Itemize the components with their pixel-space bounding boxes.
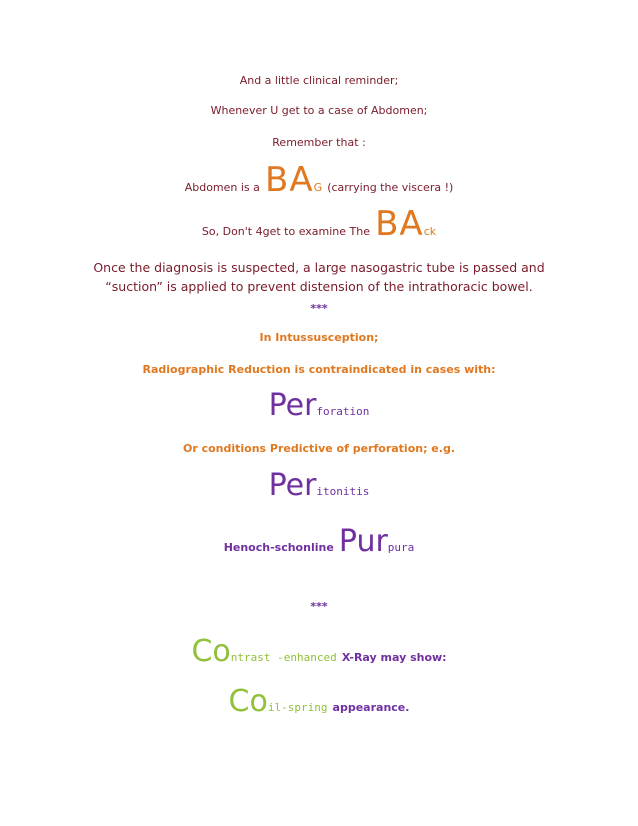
separator-1: *** bbox=[310, 302, 328, 315]
hsp-prefix: Henoch-schonline bbox=[223, 541, 334, 554]
back-mnemonic-line bbox=[0, 204, 638, 244]
reminder-intro: And a little clinical reminder; bbox=[239, 74, 399, 87]
bag-mnemonic-line bbox=[0, 160, 638, 200]
peritonitis-big: Per bbox=[268, 468, 317, 503]
contrast-big: Co bbox=[191, 634, 231, 669]
bag-prefix: Abdomen is a bbox=[184, 181, 260, 194]
back-prefix: So, Don't 4get to examine The bbox=[201, 225, 370, 238]
peritonitis-small: itonitis bbox=[316, 485, 370, 498]
radiographic-reduction-line: Radiographic Reduction is contraindicated in cases with: bbox=[142, 363, 496, 376]
back-small-letters: ck bbox=[423, 225, 437, 238]
abdomen-case-line: Whenever U get to a case of Abdomen; bbox=[210, 104, 428, 117]
back-big-letters: BA bbox=[375, 204, 424, 244]
remember-line: Remember that : bbox=[272, 136, 366, 149]
ng-tube-paragraph-line-2: “suction” is applied to prevent distension of the intrathoracic bowel. bbox=[105, 279, 533, 294]
purpura-small: pura bbox=[387, 541, 415, 554]
coil-small: il-spring bbox=[267, 701, 328, 714]
perforation-mnemonic bbox=[0, 388, 638, 423]
perforation-big: Per bbox=[268, 388, 317, 423]
separator-2: *** bbox=[310, 600, 328, 613]
coil-spring-line bbox=[0, 684, 638, 719]
intussusception-heading: In Intussusception; bbox=[259, 331, 379, 344]
bag-big-letters: BA bbox=[265, 160, 314, 200]
coil-big: Co bbox=[228, 684, 268, 719]
peritonitis-mnemonic bbox=[0, 468, 638, 503]
ng-tube-paragraph-line-1: Once the diagnosis is suspected, a large nasogastric tube is passed and bbox=[93, 260, 545, 275]
coil-suffix: appearance. bbox=[332, 701, 410, 714]
contrast-line bbox=[0, 634, 638, 669]
contrast-suffix: X-Ray may show: bbox=[341, 651, 447, 664]
contrast-small: ntrast -enhanced bbox=[230, 651, 337, 664]
purpura-big: Pur bbox=[338, 524, 388, 559]
conditions-line: Or conditions Predictive of perforation; e.g. bbox=[182, 442, 455, 455]
bag-small-letter: G bbox=[313, 181, 323, 194]
perforation-small: foration bbox=[316, 405, 370, 418]
purpura-mnemonic bbox=[0, 524, 638, 559]
bag-suffix: (carrying the viscera !) bbox=[327, 181, 454, 194]
